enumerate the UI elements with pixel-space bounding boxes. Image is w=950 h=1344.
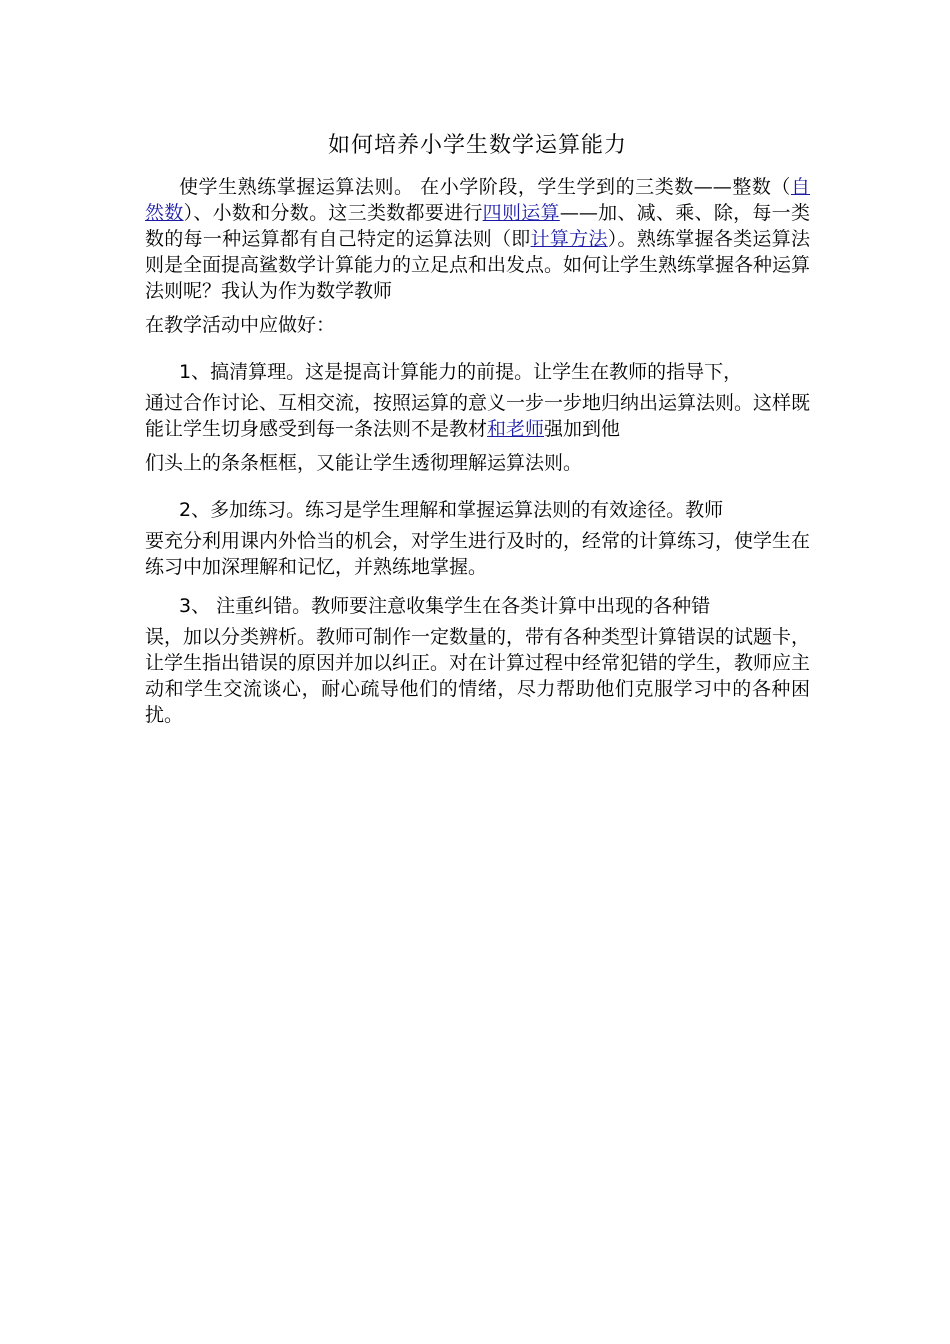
link-four-operations[interactable]: 四则运算: [482, 202, 560, 224]
link-calculation-methods[interactable]: 计算方法: [530, 228, 608, 250]
intro-text-4: ）。熟练掌握各类运算法则是全面提高鲨数学计算能力的立足点和出发点。如何让学生熟练掌握各种运算法则呢？我认为作为数学教师: [145, 228, 811, 302]
item-3-body: 误，加以分类辨析。教师可制作一定数量的，带有各种类型计算错误的试题卡，让学生指出错误的原因并加以纠正。对在计算过程中经常犯错的学生，教师应主动和学生交流谈心，耐心疏导他们的情绪，尽力帮助他们克服学习中的各种困扰。: [145, 626, 811, 726]
item-1-number: 1: [179, 361, 192, 383]
item-1-body: [145, 390, 810, 442]
item-1-lead-line: [145, 354, 810, 390]
item-1-line-3: 强加到他: [544, 418, 621, 440]
item-2-lead-line: [145, 492, 810, 528]
item-1-line-4: 们头上的条条框框，又能让学生透彻理解运算法则。: [145, 452, 583, 474]
document-title: 如何培养小学生数学运算能力: [327, 133, 627, 158]
item-1-line-2: 通过合作讨论、互相交流，按照运算的意义一步一步地归纳出运算法则。这样既能让学生切身感受到每一条法则不是教材: [145, 392, 811, 440]
intro-text-1: 使学生熟练掌握运算法则。 在小学阶段，学生学到的三类数——整数（: [179, 176, 791, 198]
link-and-teacher[interactable]: 和老师: [487, 418, 545, 440]
intro-text-2: ）、小数和分数。这三类数都要进行: [183, 202, 483, 224]
intro-closing-line: 在教学活动中应做好：: [145, 314, 336, 336]
intro-text-3: ——加、减、乘、除，每一类数的每一种运算都有自己特定的运算法则（即: [145, 202, 810, 250]
item-2-body: 要充分利用课内外恰当的机会，对学生进行及时的，经常的计算练习，使学生在练习中加深理解和记忆，并熟练地掌握。: [145, 530, 811, 578]
item-3-number: 3: [179, 595, 192, 617]
item-1-lead-text: 、搞清算理。这是提高计算能力的前提。让学生在教师的指导下，: [191, 361, 743, 383]
link-natural-numbers[interactable]: 自然数: [145, 176, 810, 224]
item-2-number: 2: [179, 499, 192, 521]
item-2-lead-text: 、多加练习。练习是学生理解和掌握运算法则的有效途径。教师: [191, 499, 724, 521]
document-page: [145, 130, 810, 728]
intro-paragraph: [145, 174, 810, 304]
item-3-lead-text: 、 注重纠错。教师要注意收集学生在各类计算中出现的各种错: [191, 595, 711, 617]
item-3-lead-line: [145, 588, 810, 624]
